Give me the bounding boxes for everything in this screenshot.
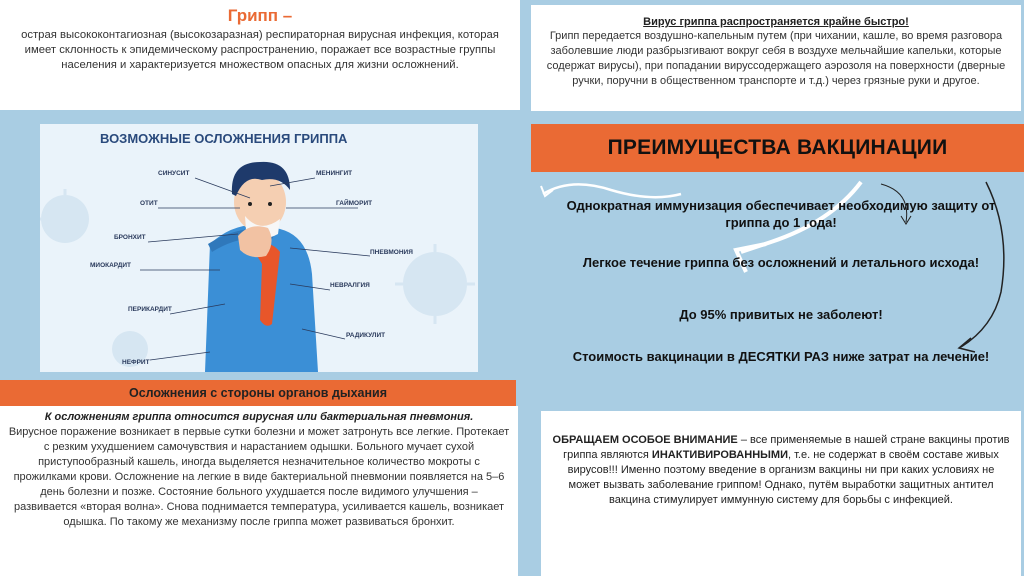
advantages-header <box>531 124 1024 172</box>
note-part1: – все применяемые в нашей стране вакцины против гриппа являются <box>563 434 1010 461</box>
note-emphasis: ОБРАЩАЕМ ОСОБОЕ ВНИМАНИЕ <box>552 434 738 446</box>
swoosh-arrow-icon <box>543 184 681 197</box>
label-pnevmoniya: ПНЕВМОНИЯ <box>370 249 413 256</box>
advantage-item: Стоимость вакцинации в ДЕСЯТКИ РАЗ ниже затрат на лечение! <box>572 349 990 364</box>
respiratory-header <box>0 380 516 406</box>
respiratory-title: Осложнения с стороны органов дыхания <box>128 386 388 400</box>
flu-definition-card <box>0 0 520 110</box>
label-perikardit: ПЕРИКАРДИТ <box>128 306 172 313</box>
advantage-item: Легкое течение гриппа без осложнений и летального исхода! <box>582 255 980 270</box>
flu-definition-text: острая высококонтагиозная (высокозаразная) респираторная вирусная инфекция, которая имеет склонность к эпидемическому распространению, поражает все возрастные группы населения и характеризуется множеством опасных для жизни осложнений. <box>21 29 499 71</box>
virus-spread-title: Вирус гриппа распространяется крайне быстро! <box>643 16 909 28</box>
flu-title: Грипп – <box>227 6 293 25</box>
advantages-title: ПРЕИМУЩЕСТВА ВАКЦИНАЦИИ <box>607 136 948 159</box>
virus-spread-text: Грипп передается воздушно-капельным путем (при чихании, кашле, во время разговора заболевшие люди разбрызгивают вокруг себя в воздухе мельчайшие капельки, которые содержат вирусы), при попадании вирусcодержащего аэрозоля на поверхности (дверные ручки, поручни в общественном транспорте и т.д.) через грязные руки и другое. <box>546 30 1006 87</box>
advantage-item: До 95% привитых не заболеют! <box>679 307 883 322</box>
label-nefrit: НЕФРИТ <box>122 359 150 366</box>
complications-illustration <box>40 124 478 372</box>
label-gaymorit: ГАЙМОРИТ <box>336 200 373 207</box>
label-nevralgiya: НЕВРАЛГИЯ <box>330 282 370 289</box>
label-otit: ОТИТ <box>140 200 158 207</box>
note-part2: , т.е. не содержат в своём составе живых вирусов!!! Именно поэтому введение в организм вакцины ни при каких условиях не может вызвать заболевание гриппом! Однако, путём выработки защитных антител вакцина стимулирует иммунную систему для борьбы с инфекцией. <box>567 449 999 506</box>
respiratory-lead: К осложнениям гриппа относится вирусная или бактериальная пневмония. <box>44 411 474 423</box>
label-meningit: МЕНИНГИТ <box>316 170 353 177</box>
complications-illustration-svg <box>40 124 478 372</box>
illustration-title: ВОЗМОЖНЫЕ ОСЛОЖНЕНИЯ ГРИППА <box>100 131 348 146</box>
label-sinusit: СИНУСИТ <box>158 170 190 177</box>
label-radikulit: РАДИКУЛИТ <box>346 332 386 339</box>
advantage-item: Однократная иммунизация обеспечивает необходимую защиту от гриппа до 1 года! <box>566 198 996 230</box>
respiratory-text: Вирусное поражение возникает в первые сутки болезни и может затронуть все легкие. Протекает с резким ухудшением самочувствия и нарастанием одышки. Больного мучает сухой приступообразный кашель, иногда выделяется незначительное количество мокроты с прожилками крови. Осложнение на легкие в виде бактериальной пневмонии появляется на 5–6 день болезни и позже. Состояние больного ухудшается после видимого улучшения – развивается «вторая волна». Снова поднимается температура, усиливается кашель, возникает одышка. По такому же механизму после гриппа может развиваться бронхит. <box>8 426 510 528</box>
virus-spread-card <box>531 5 1021 111</box>
respiratory-card <box>0 406 518 576</box>
vaccine-note-card <box>541 411 1021 576</box>
label-bronhit: БРОНХИТ <box>114 234 146 241</box>
note-inactivated: ИНАКТИВИРОВАННЫМИ <box>651 449 788 461</box>
label-miokardit: МИОКАРДИТ <box>90 262 132 269</box>
